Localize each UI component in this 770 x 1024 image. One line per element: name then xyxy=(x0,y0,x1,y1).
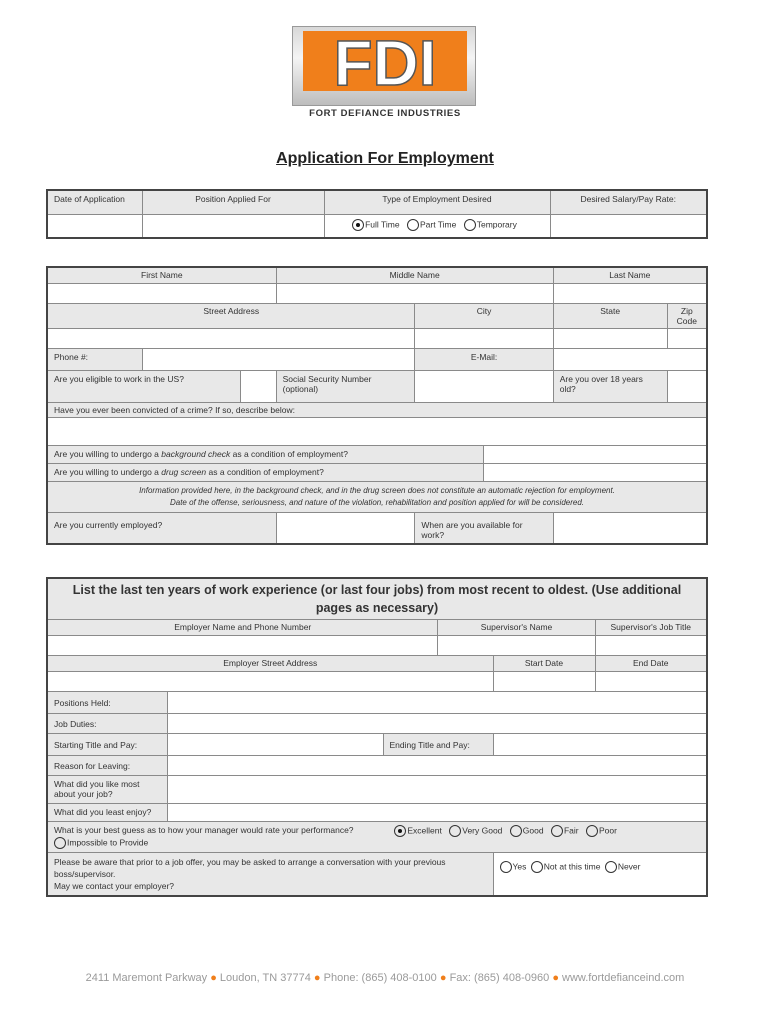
work-experience-table xyxy=(46,577,708,897)
duties-label: Job Duties: xyxy=(47,714,167,734)
middle-name-label: Middle Name xyxy=(276,267,553,283)
state-field[interactable] xyxy=(553,328,667,348)
employed-label: Are you currently employed? xyxy=(47,512,276,544)
contact-yes[interactable]: Yes xyxy=(500,861,527,873)
zip-label: Zip Code xyxy=(667,303,707,328)
crime-field[interactable] xyxy=(47,417,707,445)
end-date-label: End Date xyxy=(595,656,707,672)
first-name-label: First Name xyxy=(47,267,276,283)
parttime-option[interactable]: Part Time xyxy=(407,219,456,231)
eligible-label: Are you eligible to work in the US? xyxy=(47,370,240,402)
over18-field[interactable] xyxy=(667,370,707,402)
ending-title-field[interactable] xyxy=(493,734,707,756)
radio-icon[interactable] xyxy=(586,825,598,837)
phone-field[interactable] xyxy=(142,348,415,370)
state-label: State xyxy=(553,303,667,328)
available-field[interactable] xyxy=(553,512,707,544)
rating-fair[interactable]: Fair xyxy=(551,825,579,837)
starting-title-label: Starting Title and Pay: xyxy=(47,734,167,756)
position-field[interactable] xyxy=(142,214,324,238)
fdi-logo-mark xyxy=(303,31,467,91)
personal-info-table xyxy=(46,266,708,545)
footer-fax: Fax: (865) 408-0960 xyxy=(449,972,550,984)
over18-label: Are you over 18 years old? xyxy=(553,370,667,402)
rating-impossible[interactable]: Impossible to Provide xyxy=(54,837,148,849)
email-field[interactable] xyxy=(553,348,707,370)
phone-label: Phone #: xyxy=(47,348,142,370)
footer-separator: ● xyxy=(210,972,217,984)
ssn-field[interactable] xyxy=(415,370,553,402)
crime-label: Have you ever been convicted of a crime? If so, describe below: xyxy=(47,402,707,417)
rating-good[interactable]: Good xyxy=(510,825,544,837)
employer-field[interactable] xyxy=(47,636,438,656)
radio-icon[interactable] xyxy=(531,861,543,873)
reason-label: Reason for Leaving: xyxy=(47,756,167,776)
least-field[interactable] xyxy=(167,804,707,822)
supervisor-title-field[interactable] xyxy=(595,636,707,656)
legal-notice: Information provided here, in the background check, and in the drug screen does not constitute an automatic rejection for employment. Date of the offense, seriousness, and nature of the violation, rehabilitation and position applied for will be considered. xyxy=(47,481,707,512)
contact-not-now[interactable]: Not at this time xyxy=(531,861,601,873)
radio-icon[interactable] xyxy=(500,861,512,873)
last-name-label: Last Name xyxy=(553,267,707,283)
contact-never[interactable]: Never xyxy=(605,861,641,873)
application-header-table xyxy=(46,189,708,239)
employment-type-options xyxy=(324,214,550,238)
footer-phone: Phone: (865) 408-0100 xyxy=(323,972,437,984)
reason-field[interactable] xyxy=(167,756,707,776)
temporary-option[interactable]: Temporary xyxy=(464,219,517,231)
end-date-field[interactable] xyxy=(595,672,707,692)
start-date-label: Start Date xyxy=(493,656,595,672)
footer-separator: ● xyxy=(313,972,321,984)
positions-label: Positions Held: xyxy=(47,692,167,714)
supervisor-field[interactable] xyxy=(438,636,595,656)
eligible-field[interactable] xyxy=(240,370,276,402)
fulltime-option[interactable]: Full Time xyxy=(352,219,399,231)
rating-poor[interactable]: Poor xyxy=(586,825,617,837)
email-label: E-Mail: xyxy=(415,348,553,370)
starting-title-field[interactable] xyxy=(167,734,383,756)
radio-selected-icon[interactable] xyxy=(352,219,364,231)
ssn-label: Social Security Number (optional) xyxy=(276,370,415,402)
company-logo xyxy=(292,26,476,106)
liked-label: What did you like most about your job? xyxy=(47,776,167,804)
logo-text: FDI xyxy=(333,31,437,91)
supervisor-title-label: Supervisor's Job Title xyxy=(595,620,707,636)
company-name: FORT DEFIANCE INDUSTRIES xyxy=(309,108,461,119)
footer-separator: ● xyxy=(439,972,447,984)
background-check-label: Are you willing to undergo a background check as a condition of employment? xyxy=(47,445,484,463)
middle-name-field[interactable] xyxy=(276,283,553,303)
drug-screen-label: Are you willing to undergo a drug screen as a condition of employment? xyxy=(47,463,484,481)
ending-title-label: Ending Title and Pay: xyxy=(383,734,493,756)
page-title: Application For Employment xyxy=(276,150,494,167)
footer-city: Loudon, TN 37774 xyxy=(219,972,311,984)
last-name-field[interactable] xyxy=(553,283,707,303)
rating-row xyxy=(47,822,707,853)
rating-question: What is your best guess as to how your manager would rate your performance? xyxy=(54,825,354,836)
employer-label: Employer Name and Phone Number xyxy=(47,620,438,636)
radio-icon[interactable] xyxy=(551,825,563,837)
background-check-field[interactable] xyxy=(484,445,707,463)
date-label: Date of Application xyxy=(47,190,142,214)
employed-field[interactable] xyxy=(276,512,415,544)
radio-selected-icon[interactable] xyxy=(394,825,406,837)
city-field[interactable] xyxy=(415,328,553,348)
footer-separator: ● xyxy=(552,972,559,984)
radio-icon[interactable] xyxy=(407,219,419,231)
city-label: City xyxy=(415,303,553,328)
duties-field[interactable] xyxy=(167,714,707,734)
liked-field[interactable] xyxy=(167,776,707,804)
salary-field[interactable] xyxy=(550,214,707,238)
zip-field[interactable] xyxy=(667,328,707,348)
salary-label: Desired Salary/Pay Rate: xyxy=(550,190,707,214)
supervisor-label: Supervisor's Name xyxy=(438,620,595,636)
first-name-field[interactable] xyxy=(47,283,276,303)
positions-field[interactable] xyxy=(167,692,707,714)
street-field[interactable] xyxy=(47,328,415,348)
drug-screen-field[interactable] xyxy=(484,463,707,481)
street-label: Street Address xyxy=(47,303,415,328)
employment-type-label: Type of Employment Desired xyxy=(324,190,550,214)
radio-icon[interactable] xyxy=(449,825,461,837)
emp-address-field[interactable] xyxy=(47,672,493,692)
footer xyxy=(0,972,770,984)
rating-excellent[interactable]: Excellent xyxy=(394,825,442,837)
available-label: When are you available for work? xyxy=(415,512,553,544)
footer-website[interactable]: www.fortdefianceind.com xyxy=(562,972,685,984)
radio-icon[interactable] xyxy=(464,219,476,231)
start-date-field[interactable] xyxy=(493,672,595,692)
position-label: Position Applied For xyxy=(142,190,324,214)
work-section-heading: List the last ten years of work experience (or last four jobs) from most recent to oldest. (Use additional pages as necessary) xyxy=(47,578,707,620)
contact-options xyxy=(493,853,707,897)
emp-address-label: Employer Street Address xyxy=(47,656,493,672)
rating-very-good[interactable]: Very Good xyxy=(449,825,502,837)
radio-icon[interactable] xyxy=(605,861,617,873)
date-field[interactable] xyxy=(47,214,142,238)
contact-question: Please be aware that prior to a job offer, you may be asked to arrange a conversation with your previous boss/supervisor. May we contact your employer? xyxy=(47,853,493,897)
least-label: What did you least enjoy? xyxy=(47,804,167,822)
radio-icon[interactable] xyxy=(54,837,66,849)
radio-icon[interactable] xyxy=(510,825,522,837)
footer-address: 2411 Maremont Parkway xyxy=(85,972,208,984)
